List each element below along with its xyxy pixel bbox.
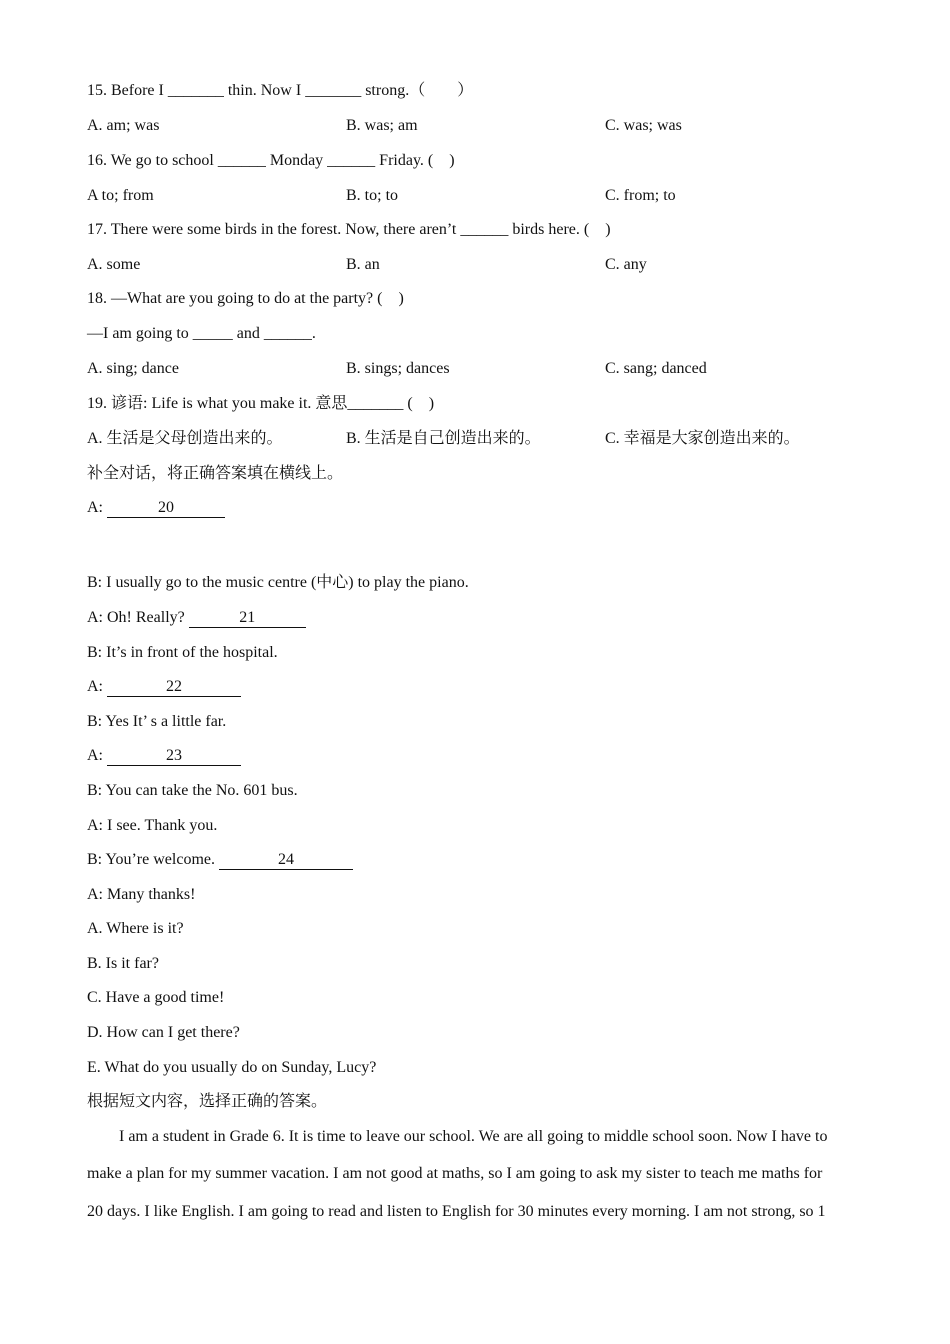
speaker-prefix: A: [87, 678, 107, 695]
blank-21[interactable]: 21 [189, 609, 306, 628]
q17-option-c: C. any [605, 256, 647, 273]
dialogue-line-a5: A: I see. Thank you. [87, 817, 218, 834]
speaker-prefix: A: [87, 747, 107, 764]
question-18-stem-reply: —I am going to _____ and ______. [87, 325, 316, 342]
dialogue-instruction: 补全对话，将正确答案填在横线上。 [87, 465, 344, 482]
q18-option-a: A. sing; dance [87, 360, 179, 377]
reading-instruction: 根据短文内容，选择正确的答案。 [87, 1093, 328, 1110]
q17-option-a: A. some [87, 256, 141, 273]
dialogue-line-b4: B: You can take the No. 601 bus. [87, 782, 298, 799]
dialogue-line-a6: A: Many thanks! [87, 886, 196, 903]
q15-option-c: C. was; was [605, 117, 682, 134]
speaker-prefix: A: [87, 499, 107, 516]
q15-option-a: A. am; was [87, 117, 160, 134]
dialogue-option: B. Is it far? [87, 955, 159, 972]
question-15-stem: 15. Before I _______ thin. Now I _______ strong.（ ） [87, 82, 474, 99]
question-19-stem: 19. 谚语: Life is what you make it. 意思_______ ( ) [87, 395, 435, 412]
q16-option-b: B. to; to [346, 187, 399, 204]
reading-passage-line-3: 20 days. I like English. I am going to read and listen to English for 30 minutes every morning. I am not strong, so 1 [87, 1203, 826, 1220]
question-18-stem: 18. —What are you going to do at the party? ( ) [87, 290, 404, 307]
q16-option-a: A to; from [87, 187, 154, 204]
q19-option-a: A. 生活是父母创造出来的。 [87, 430, 283, 447]
question-17-stem: 17. There were some birds in the forest. Now, there aren’t ______ birds here. ( ) [87, 221, 611, 238]
dialogue-option: C. Have a good time! [87, 989, 225, 1006]
reading-passage-line-2: make a plan for my summer vacation. I am not good at maths, so I am going to ask my sister to teach me maths for [87, 1165, 823, 1182]
q18-option-b: B. sings; dances [346, 360, 450, 377]
dialogue-option: A. Where is it? [87, 920, 184, 937]
dialogue-line-b3: B: Yes It’ s a little far. [87, 713, 227, 730]
q15-option-b: B. was; am [346, 117, 418, 134]
speaker-prefix: A: Oh! Really? [87, 609, 189, 626]
reading-passage-line-1: I am a student in Grade 6. It is time to leave our school. We are all going to middle school soon. Now I have to [119, 1128, 828, 1145]
blank-20[interactable]: 20 [107, 499, 225, 518]
dialogue-line-b2: B: It’s in front of the hospital. [87, 644, 278, 661]
dialogue-line-a3 [87, 677, 241, 697]
dialogue-option: D. How can I get there? [87, 1024, 240, 1041]
speaker-prefix: B: You’re welcome. [87, 851, 219, 868]
q19-option-c: C. 幸福是大家创造出来的。 [605, 430, 800, 447]
blank-23[interactable]: 23 [107, 747, 241, 766]
blank-24[interactable]: 24 [219, 851, 353, 870]
q18-option-c: C. sang; danced [605, 360, 707, 377]
dialogue-option: E. What do you usually do on Sunday, Lucy? [87, 1059, 377, 1076]
question-16-stem: 16. We go to school ______ Monday ______ Friday. ( ) [87, 152, 455, 169]
dialogue-line-a4 [87, 746, 241, 766]
q17-option-b: B. an [346, 256, 380, 273]
q16-option-c: C. from; to [605, 187, 676, 204]
dialogue-line-b5 [87, 850, 353, 870]
dialogue-line-a2 [87, 608, 306, 628]
q19-option-b: B. 生活是自己创造出来的。 [346, 430, 541, 447]
dialogue-line-a1 [87, 498, 225, 518]
dialogue-line-b1: B: I usually go to the music centre (中心) to play the piano. [87, 574, 469, 591]
blank-22[interactable]: 22 [107, 678, 241, 697]
